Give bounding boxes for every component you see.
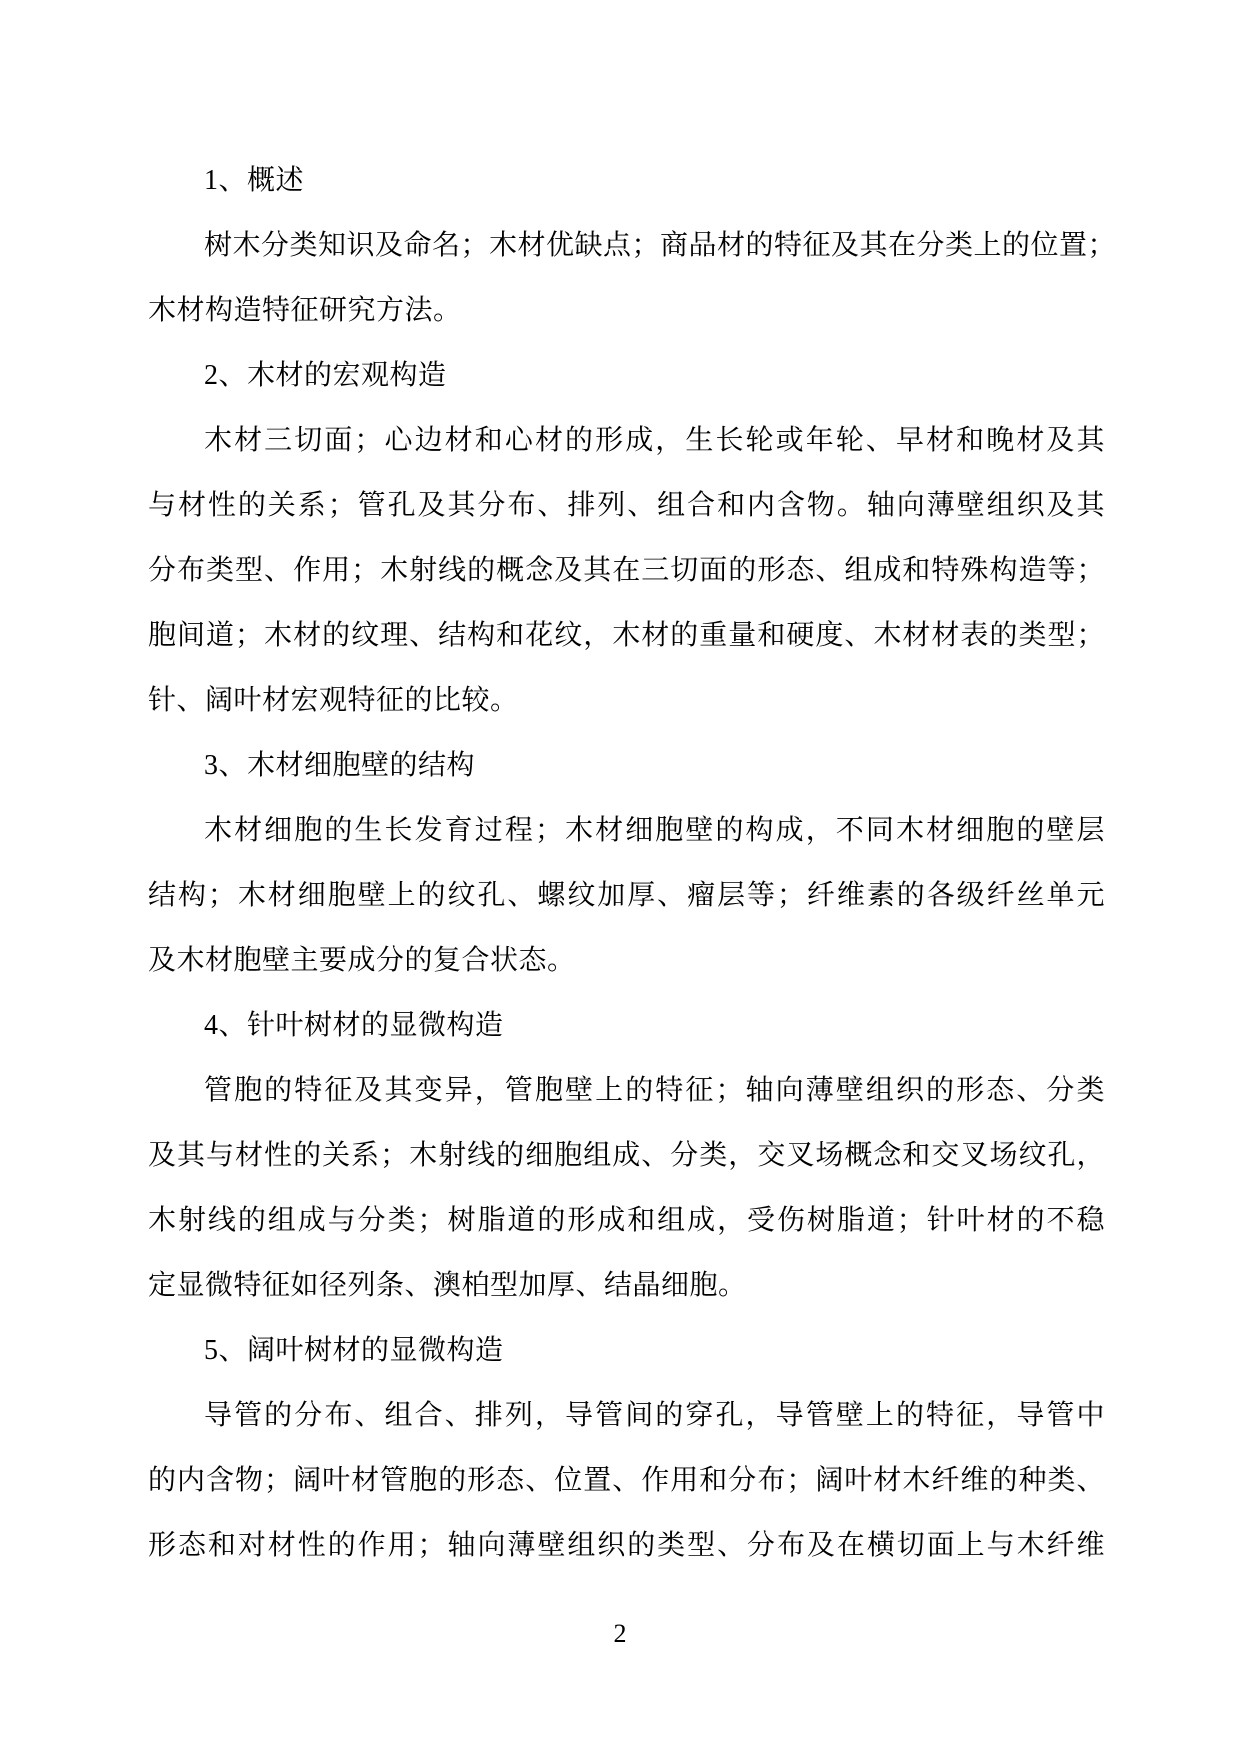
body-line: 管胞的特征及其变异，管胞壁上的特征；轴向薄壁组织的形态、分类 xyxy=(204,1075,1105,1106)
body-line: 及其与材性的关系；木射线的细胞组成、分类，交叉场概念和交叉场纹孔， xyxy=(148,1140,1105,1171)
section-heading-4: 4、针叶树材的显微构造 xyxy=(204,1010,504,1041)
body-line: 树木分类知识及命名；木材优缺点；商品材的特征及其在分类上的位置； xyxy=(204,230,1117,261)
section-heading-3: 3、木材细胞壁的结构 xyxy=(204,750,476,781)
body-line: 与材性的关系；管孔及其分布、排列、组合和内含物。轴向薄壁组织及其 xyxy=(148,490,1105,521)
document-content xyxy=(148,148,1117,1578)
section-heading-1: 1、概述 xyxy=(204,165,305,196)
body-line: 结构；木材细胞壁上的纹孔、螺纹加厚、瘤层等；纤维素的各级纤丝单元 xyxy=(148,880,1105,911)
body-line: 导管的分布、组合、排列，导管间的穿孔，导管壁上的特征，导管中 xyxy=(204,1400,1105,1431)
body-line: 木射线的组成与分类；树脂道的形成和组成，受伤树脂道；针叶材的不稳 xyxy=(148,1205,1105,1236)
body-line: 形态和对材性的作用；轴向薄壁组织的类型、分布及在横切面上与木纤维 xyxy=(148,1530,1105,1561)
body-line: 及木材胞壁主要成分的复合状态。 xyxy=(148,945,576,976)
body-line: 分布类型、作用；木射线的概念及其在三切面的形态、组成和特殊构造等； xyxy=(148,555,1105,586)
page-number: 2 xyxy=(613,1619,627,1648)
section-heading-5: 5、阔叶树材的显微构造 xyxy=(204,1335,504,1366)
body-line: 胞间道；木材的纹理、结构和花纹，木材的重量和硬度、木材材表的类型； xyxy=(148,620,1105,651)
body-line: 木材细胞的生长发育过程；木材细胞壁的构成，不同木材细胞的壁层 xyxy=(204,815,1105,846)
body-line: 木材三切面；心边材和心材的形成，生长轮或年轮、早材和晚材及其 xyxy=(204,425,1105,456)
section-heading-2: 2、木材的宏观构造 xyxy=(204,360,447,391)
body-line: 针、阔叶材宏观特征的比较。 xyxy=(148,685,519,716)
body-line: 木材构造特征研究方法。 xyxy=(148,295,462,326)
body-line: 定显微特征如径列条、澳柏型加厚、结晶细胞。 xyxy=(148,1270,747,1301)
body-line: 的内含物；阔叶材管胞的形态、位置、作用和分布；阔叶材木纤维的种类、 xyxy=(148,1465,1105,1496)
